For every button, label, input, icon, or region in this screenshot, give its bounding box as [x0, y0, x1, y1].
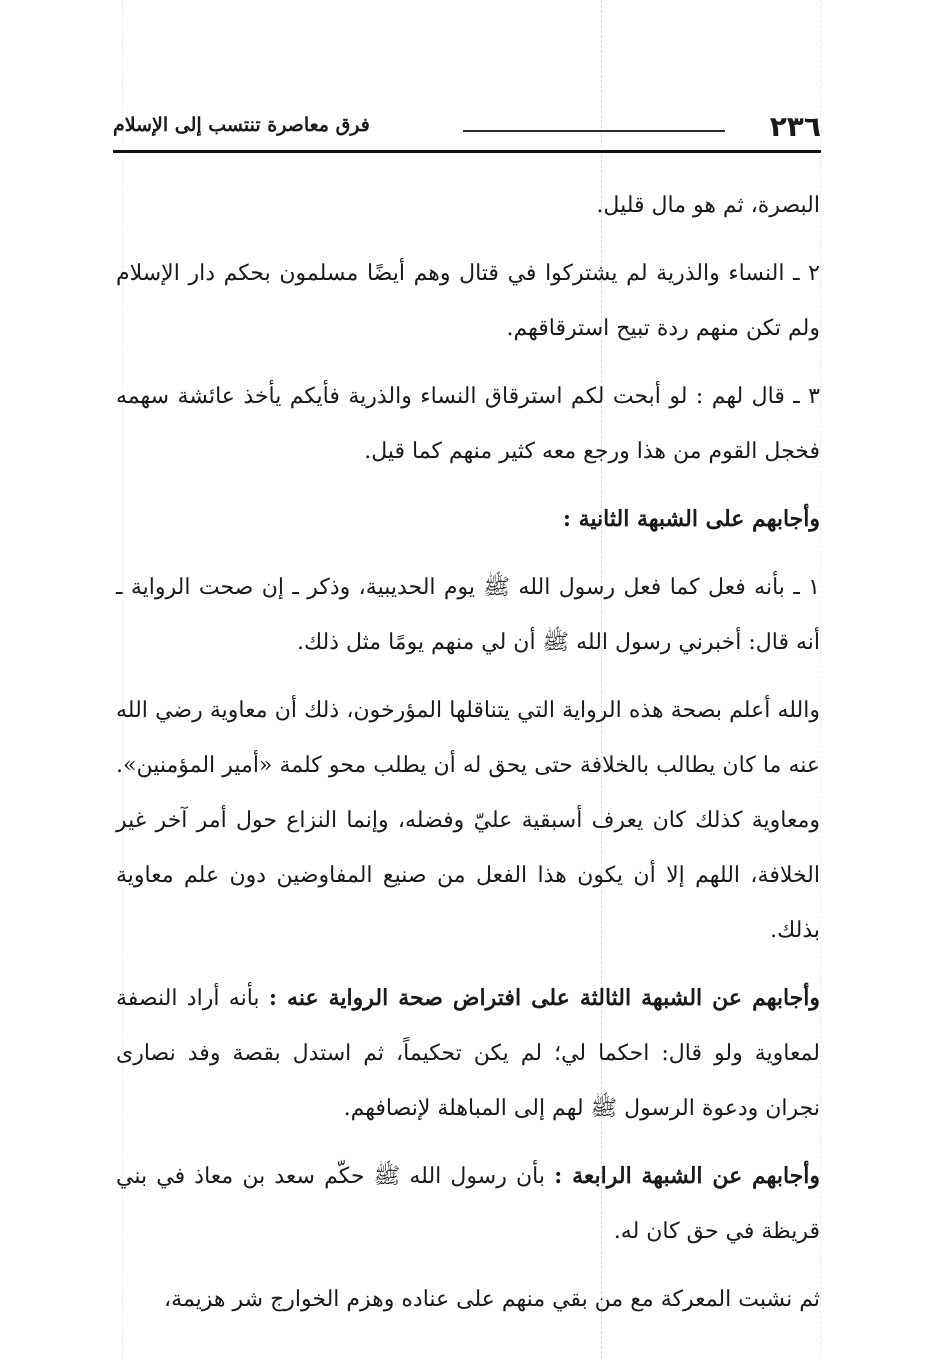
paragraph-text: ٢ ـ النساء والذرية لم يشتركوا في قتال وهم أيضًا مسلمون بحكم دار الإسلام ولم تكن منهم ردة تبيح استرقاقهم.	[116, 261, 820, 341]
paragraph	[116, 1272, 820, 1327]
page-header	[113, 108, 821, 158]
paragraph	[116, 560, 820, 670]
body-text	[116, 178, 820, 1340]
page-number: ٢٣٦	[769, 110, 821, 143]
paragraph-lead: وأجابهم عن الشبهة الثالثة على افتراض صحة الرواية عنه :	[268, 985, 821, 1011]
paragraph	[116, 971, 820, 1136]
paragraph	[116, 369, 820, 479]
paragraph-text: والله أعلم بصحة هذه الرواية التي يتناقلها المؤرخون، ذلك أن معاوية رضي الله عنه ما كان يطالب بالخلافة حتى يحق له أن يطلب محو كلمة «أمير المؤمنين». ومعاوية كذلك كان يعرف أسبقية عليّ وفضله، وإنما النزاع حول أمر آخر غير الخلافة، اللهم إلا أن يكون هذا الفعل من صنيع المفاوضين دون علم معاوية بذلك.	[116, 698, 821, 943]
paragraph-text: بأنه أراد النصفة لمعاوية ولو قال: احكما لي؛ لم يكن تحكيماً، ثم استدل بقصة وفد نصارى نجران ودعوة الرسول ﷺ لهم إلى المباهلة لإنصافهم.	[116, 986, 820, 1121]
paragraph	[116, 1149, 820, 1259]
paragraph-text: بأن رسول الله ﷺ حكّم سعد بن معاذ في بني قريظة في حق كان له.	[116, 1164, 820, 1244]
running-title: فرق معاصرة تنتسب إلى الإسلام	[113, 114, 370, 136]
paragraph-lead: وأجابهم على الشبهة الثانية :	[562, 506, 820, 532]
paragraph-text: البصرة، ثم هو مال قليل.	[596, 193, 820, 218]
header-rule	[463, 130, 725, 132]
paragraph-lead: وأجابهم عن الشبهة الرابعة :	[554, 1163, 820, 1189]
paragraph	[116, 683, 820, 958]
paragraph	[116, 178, 820, 233]
paragraph-text: ثم نشبت المعركة مع من بقي منهم على عناده وهزم الخوارج شر هزيمة،	[164, 1287, 820, 1312]
paragraph-text: ٣ ـ قال لهم : لو أبحت لكم استرقاق النساء والذرية فأيكم يأخذ عائشة سهمه فخجل القوم من هذا ورجع معه كثير منهم كما قيل.	[116, 384, 820, 464]
paragraph-text: ١ ـ بأنه فعل كما فعل رسول الله ﷺ يوم الحديبية، وذكر ـ إن صحت الرواية ـ أنه قال: أخبرني رسول الله ﷺ أن لي منهم يومًا مثل ذلك.	[116, 575, 820, 655]
header-underline	[113, 150, 821, 153]
paragraph	[116, 246, 820, 356]
scan-fold-line-right	[820, 0, 822, 1359]
paragraph	[116, 492, 820, 547]
